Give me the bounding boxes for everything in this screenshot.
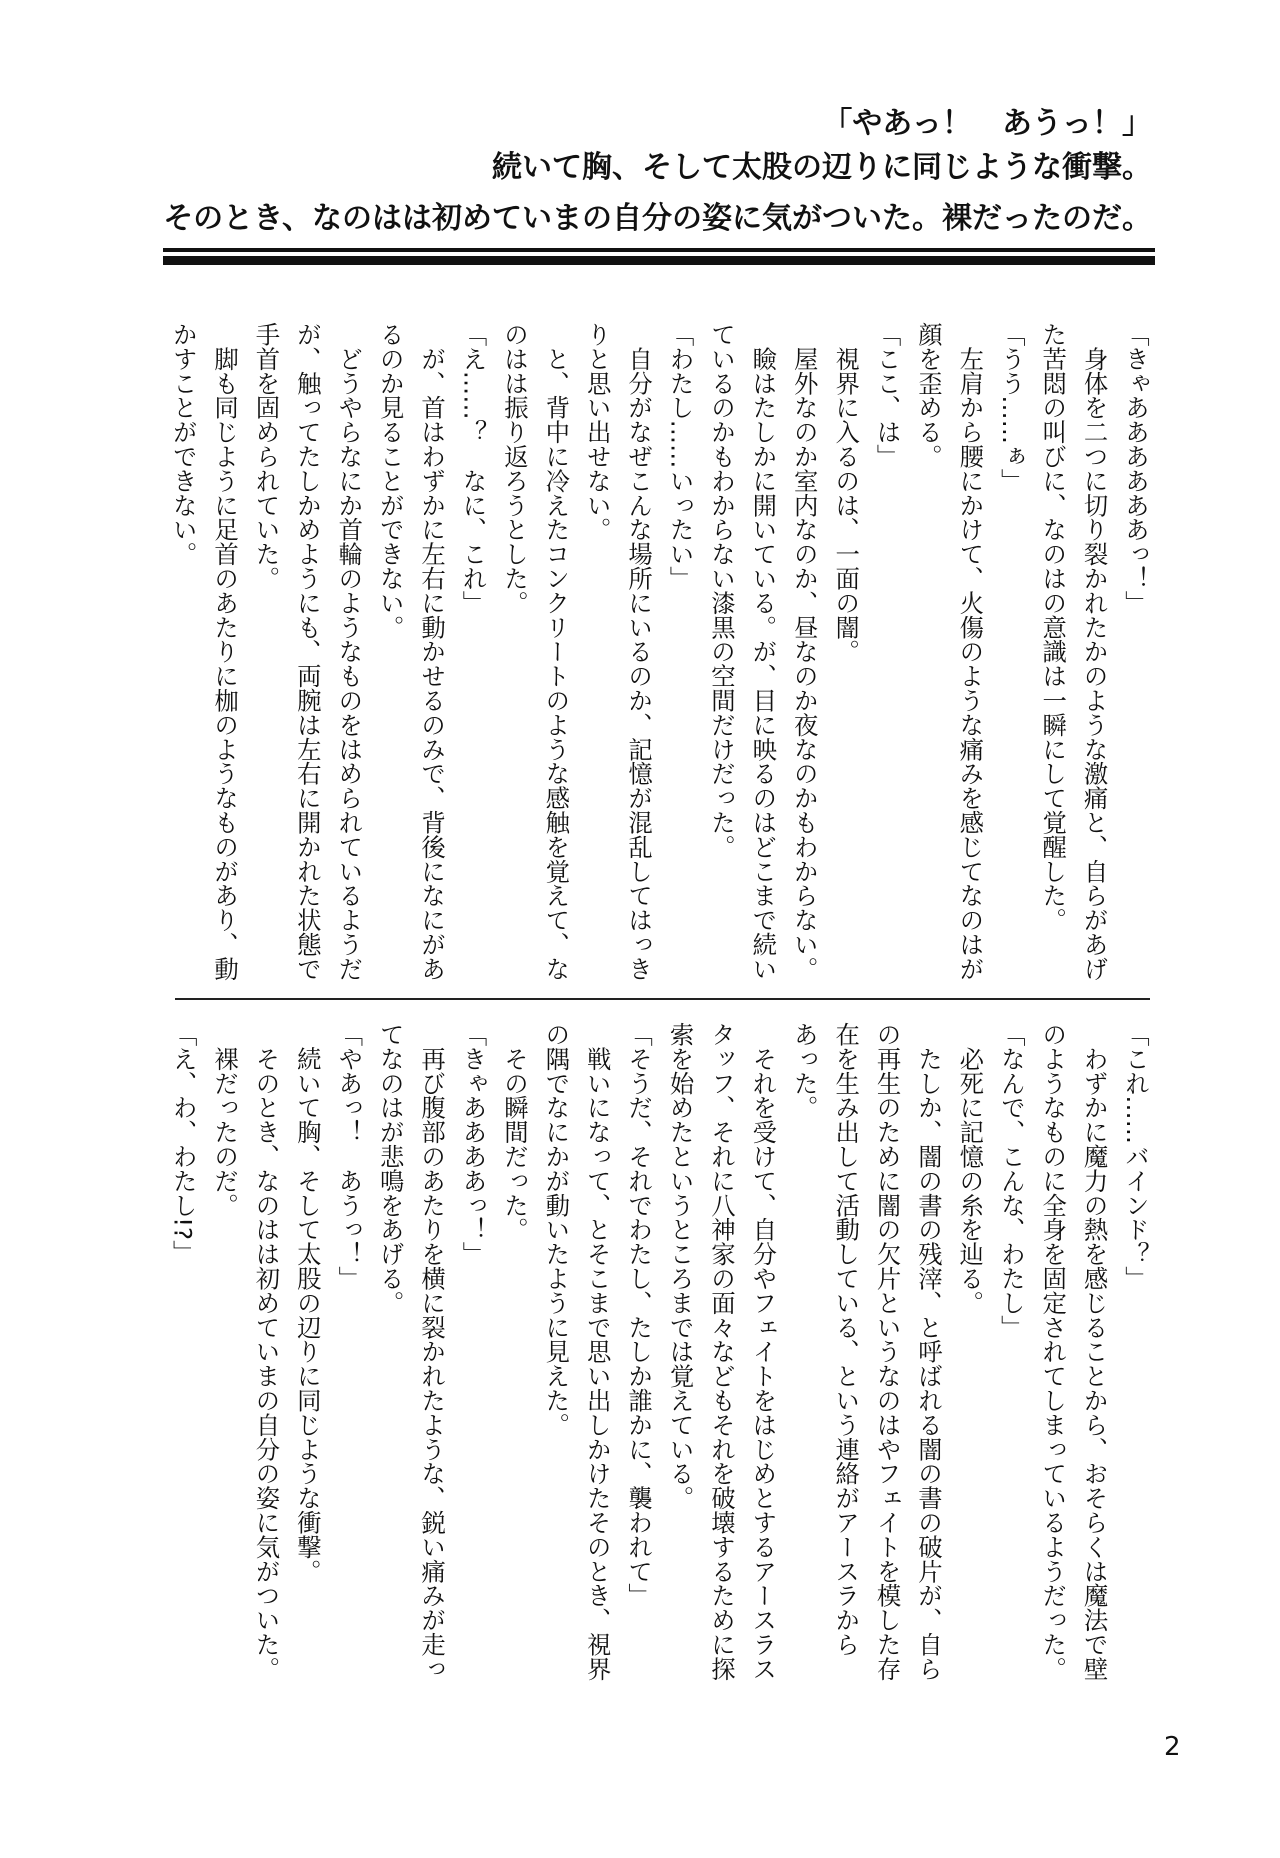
header-rule-thick: [163, 256, 1155, 265]
text-column: りと思い出せない。: [582, 322, 612, 542]
text-column: 脚も同じように足首のあたりに枷のようなものがあり、動: [210, 322, 240, 981]
text-column: 「なんで、こんな、わたし」: [996, 1022, 1026, 1340]
text-column: それを受けて、自分やフェイトをはじめとするアースラス: [748, 1022, 778, 1681]
text-column: 「ここ、は」: [872, 322, 902, 469]
text-column: と、背中に冷えたコンクリートのような感触を覚えて、な: [541, 322, 571, 981]
text-column: 顔を歪める。: [913, 322, 943, 469]
text-column: 「うう……ぁ」: [996, 322, 1026, 493]
text-column: た苦悶の叫びに、なのはの意識は一瞬にして覚醒した。: [1038, 322, 1068, 932]
text-column: 「これ……バインド？」: [1121, 1022, 1150, 1291]
text-column: が、触ってたしかめようにも、両腕は左右に開かれた状態で: [292, 322, 322, 981]
text-column: かすことができない。: [168, 322, 198, 566]
text-column: 「きゃああああああっ！」: [1121, 322, 1150, 615]
text-column: 手首を固められていた。: [251, 322, 281, 591]
text-column: わずかに魔力の熱を感じることから、おそらくは魔法で壁: [1079, 1022, 1109, 1681]
text-column: 「きゃああああっ！」: [458, 1022, 488, 1266]
header-line-1: 「やあっ！ あうっ！」: [822, 106, 1152, 141]
text-column: 索を始めたというところまでは覚えている。: [665, 1022, 695, 1510]
text-column: が、首はわずかに左右に動かせるのみで、背後になにがあ: [417, 322, 447, 981]
text-column: 戦いになって、とそこまで思い出しかけたそのとき、視界: [582, 1022, 612, 1681]
text-column: 裸だったのだ。: [210, 1022, 240, 1218]
page-number: 2: [1164, 1732, 1181, 1762]
text-column: 視界に入るのは、一面の闇。: [831, 322, 861, 664]
text-column: 必死に記憶の糸を辿る。: [955, 1022, 985, 1315]
text-column: 左肩から腰にかけて、火傷のような痛みを感じてなのはが: [955, 322, 985, 981]
text-column: 瞼はたしかに開いている。が、目に映るのはどこまで続い: [748, 322, 778, 981]
text-column: るのか見ることができない。: [375, 322, 405, 640]
header-rule-thin: [163, 248, 1155, 252]
text-column: 「わたし……いったい」: [665, 322, 695, 591]
text-column: 自分がなぜこんな場所にいるのか、記憶が混乱してはっき: [624, 322, 654, 981]
text-column: てなのはが悲鳴をあげる。: [375, 1022, 405, 1315]
text-column: あった。: [789, 1022, 819, 1120]
text-column: 「え……？ なに、これ」: [458, 322, 488, 615]
text-column: 続いて胸、そして太股の辺りに同じような衝撃。: [292, 1022, 322, 1584]
section-divider: [175, 998, 1150, 1000]
text-column: の再生のために闇の欠片というなのはやフェイトを模した存: [872, 1022, 902, 1681]
text-column: の隅でなにかが動いたように見えた。: [541, 1022, 571, 1437]
text-column: 「そうだ、それでわたし、たしか誰かに、襲われて」: [624, 1022, 654, 1608]
text-column: その瞬間だった。: [499, 1022, 529, 1242]
upper-text-block: [162, 322, 1156, 982]
text-column: ているのかもわからない漆黒の空間だけだった。: [706, 322, 736, 859]
text-column: どうやらなにか首輪のようなものをはめられているようだ: [334, 322, 364, 981]
text-column: 「やあっ！ あうっ！」: [334, 1022, 364, 1291]
text-column: 身体を二つに切り裂かれたかのような激痛と、自らがあげ: [1079, 322, 1109, 981]
text-column: のはは振り返ろうとした。: [499, 322, 529, 615]
text-column: たしか、闇の書の残滓、と呼ばれる闇の書の破片が、自ら: [913, 1022, 943, 1681]
header-line-3: そのとき、なのはは初めていまの自分の姿に気がついた。裸だったのだ。: [163, 201, 1152, 236]
text-column: 在を生み出して活動している、という連絡がアースラから: [831, 1022, 861, 1657]
text-column: 屋外なのか室内なのか、昼なのか夜なのかもわからない。: [789, 322, 819, 981]
lower-text-block: [162, 1022, 1156, 1682]
text-column: 再び腹部のあたりを横に裂かれたような、鋭い痛みが走っ: [417, 1022, 447, 1681]
text-column: 「え、わ、わたし!?」: [168, 1022, 198, 1265]
text-column: そのとき、なのはは初めていまの自分の姿に気がついた。: [251, 1022, 281, 1681]
text-column: タッフ、それに八神家の面々などもそれを破壊するために探: [706, 1022, 736, 1681]
text-column: のようなものに全身を固定されてしまっているようだった。: [1038, 1022, 1068, 1681]
header-line-2: 続いて胸、そして太股の辺りに同じような衝撃。: [492, 150, 1152, 185]
